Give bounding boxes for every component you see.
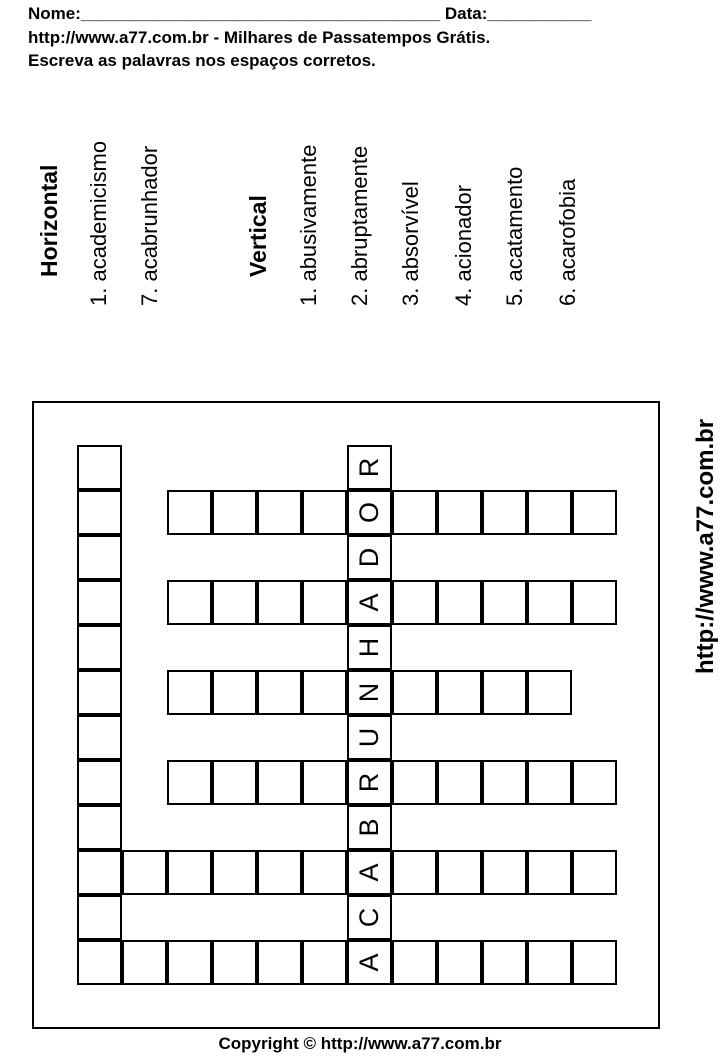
cell-letter: A	[354, 953, 384, 972]
empty-cell[interactable]	[302, 940, 347, 985]
empty-cell[interactable]	[482, 580, 527, 625]
empty-cell[interactable]	[392, 760, 437, 805]
vertical-clue-1: 1. abusivamente	[296, 144, 321, 306]
empty-cell[interactable]	[77, 805, 122, 850]
filled-cell[interactable]	[347, 760, 392, 805]
empty-cell[interactable]	[482, 940, 527, 985]
cell-letter: N	[354, 682, 384, 703]
cell-letter: D	[354, 547, 384, 568]
empty-cell[interactable]	[482, 670, 527, 715]
empty-cell[interactable]	[257, 940, 302, 985]
empty-cell[interactable]	[77, 445, 122, 490]
empty-cell[interactable]	[212, 940, 257, 985]
filled-cell[interactable]	[347, 850, 392, 895]
horizontal-clue-1: 1. academicismo	[86, 140, 111, 306]
empty-cell[interactable]	[77, 490, 122, 535]
empty-cell[interactable]	[437, 490, 482, 535]
empty-cell[interactable]	[167, 760, 212, 805]
empty-cell[interactable]	[167, 670, 212, 715]
empty-cell[interactable]	[77, 715, 122, 760]
empty-cell[interactable]	[77, 670, 122, 715]
empty-cell[interactable]	[527, 670, 572, 715]
empty-cell[interactable]	[77, 580, 122, 625]
empty-cell[interactable]	[257, 850, 302, 895]
filled-cell[interactable]	[347, 715, 392, 760]
vertical-clue-6: 6. acarofobia	[555, 178, 580, 306]
empty-cell[interactable]	[302, 490, 347, 535]
empty-cell[interactable]	[122, 940, 167, 985]
empty-cell[interactable]	[302, 850, 347, 895]
empty-cell[interactable]	[212, 670, 257, 715]
empty-cell[interactable]	[482, 490, 527, 535]
empty-cell[interactable]	[392, 670, 437, 715]
filled-cell[interactable]	[347, 580, 392, 625]
empty-cell[interactable]	[302, 760, 347, 805]
empty-cell[interactable]	[167, 490, 212, 535]
empty-cell[interactable]	[527, 580, 572, 625]
horizontal-title: Horizontal	[36, 164, 62, 277]
vertical-title: Vertical	[245, 195, 271, 277]
empty-cell[interactable]	[527, 850, 572, 895]
vertical-clue-5: 5. acatamento	[502, 166, 527, 306]
empty-cell[interactable]	[437, 760, 482, 805]
empty-cell[interactable]	[257, 490, 302, 535]
empty-cell[interactable]	[392, 850, 437, 895]
filled-cell[interactable]	[347, 940, 392, 985]
empty-cell[interactable]	[167, 580, 212, 625]
empty-cell[interactable]	[77, 895, 122, 940]
cell-letter: B	[354, 818, 384, 837]
empty-cell[interactable]	[77, 850, 122, 895]
empty-cell[interactable]	[212, 490, 257, 535]
side-site-url: http://www.a77.com.br	[692, 418, 719, 674]
cell-letter: O	[354, 502, 384, 524]
empty-cell[interactable]	[437, 580, 482, 625]
filled-cell[interactable]	[347, 895, 392, 940]
empty-cell[interactable]	[392, 580, 437, 625]
empty-cell[interactable]	[167, 850, 212, 895]
vertical-clue-3: 3. absorvível	[398, 181, 423, 306]
filled-cell[interactable]	[347, 535, 392, 580]
empty-cell[interactable]	[257, 580, 302, 625]
empty-cell[interactable]	[77, 760, 122, 805]
name-date-line: Nome:______________________________________ Data:___________	[28, 4, 592, 23]
empty-cell[interactable]	[482, 850, 527, 895]
filled-cell[interactable]	[347, 805, 392, 850]
empty-cell[interactable]	[437, 670, 482, 715]
empty-cell[interactable]	[527, 940, 572, 985]
cell-letter: R	[354, 772, 384, 793]
empty-cell[interactable]	[392, 490, 437, 535]
empty-cell[interactable]	[212, 580, 257, 625]
empty-cell[interactable]	[572, 760, 617, 805]
site-url-line: http://www.a77.com.br - Milhares de Passatempos Grátis.	[28, 28, 491, 47]
empty-cell[interactable]	[437, 850, 482, 895]
cell-letter: A	[354, 863, 384, 882]
empty-cell[interactable]	[77, 535, 122, 580]
vertical-clue-2: 2. abruptamente	[347, 145, 372, 306]
empty-cell[interactable]	[257, 670, 302, 715]
empty-cell[interactable]	[572, 490, 617, 535]
cell-letter: C	[354, 907, 384, 928]
cell-letter: U	[354, 727, 384, 748]
empty-cell[interactable]	[122, 850, 167, 895]
filled-cell[interactable]	[347, 490, 392, 535]
copyright-footer: Copyright © http://www.a77.com.br	[218, 1034, 502, 1053]
empty-cell[interactable]	[302, 670, 347, 715]
empty-cell[interactable]	[392, 940, 437, 985]
instruction-line: Escreva as palavras nos espaços corretos.	[28, 51, 376, 70]
empty-cell[interactable]	[527, 760, 572, 805]
filled-cell[interactable]	[347, 625, 392, 670]
empty-cell[interactable]	[437, 940, 482, 985]
empty-cell[interactable]	[257, 760, 302, 805]
filled-cell[interactable]	[347, 670, 392, 715]
empty-cell[interactable]	[482, 760, 527, 805]
empty-cell[interactable]	[167, 940, 212, 985]
empty-cell[interactable]	[572, 850, 617, 895]
cell-letter: R	[354, 457, 384, 478]
empty-cell[interactable]	[527, 490, 572, 535]
cell-letter: A	[354, 593, 384, 612]
vertical-clue-4: 4. acionador	[451, 184, 476, 306]
horizontal-clue-7: 7. acabrunhador	[137, 145, 162, 306]
empty-cell[interactable]	[212, 850, 257, 895]
empty-cell[interactable]	[302, 580, 347, 625]
cell-letter: H	[354, 637, 384, 658]
empty-cell[interactable]	[572, 940, 617, 985]
empty-cell[interactable]	[212, 760, 257, 805]
empty-cell[interactable]	[77, 940, 122, 985]
empty-cell[interactable]	[572, 580, 617, 625]
empty-cell[interactable]	[77, 625, 122, 670]
filled-cell[interactable]	[347, 445, 392, 490]
